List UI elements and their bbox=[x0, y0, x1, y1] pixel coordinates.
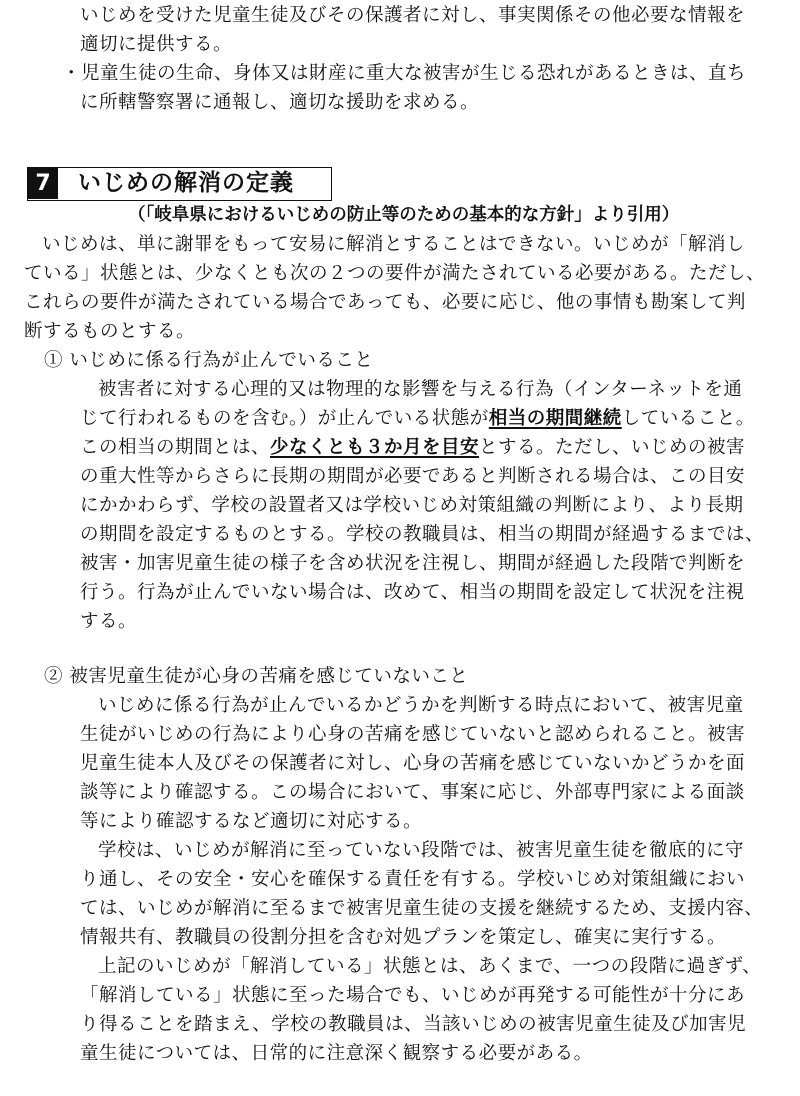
requirement1-line2 bbox=[80, 407, 755, 431]
resolved-state-line2: 「解消している」状態に至った場合でも、いじめが再発する可能性が十分にあ bbox=[80, 985, 746, 1006]
requirement1-heading: ① いじめに係る行為が止んでいること bbox=[44, 350, 374, 371]
intro-line4: 断するものとする。 bbox=[24, 321, 196, 342]
requirement1-line3-end: とする。ただし、いじめの被害 bbox=[479, 437, 746, 458]
emphasis-three-months: 少なくとも３か月を目安 bbox=[270, 437, 480, 458]
requirement2-line2: 生徒がいじめの行為により心身の苦痛を感じていないと認められること。被害 bbox=[80, 724, 746, 745]
resolved-state-line3: り得ることを踏まえ、学校の教職員は、当該いじめの被害児童生徒及び加害児 bbox=[80, 1014, 747, 1035]
requirement1-line5: にかかわらず、学校の設置者又は学校いじめ対策組織の判断により、より長期 bbox=[80, 495, 744, 516]
requirement2-line1: いじめに係る行為が止んでいるかどうかを判断する時点において、被害児童 bbox=[98, 695, 744, 716]
section-source-citation: （「岐阜県におけるいじめの防止等のための基本的な方針」より引用） bbox=[128, 205, 680, 225]
bullet1-continuation-line2: 適切に提供する。 bbox=[80, 34, 233, 55]
requirement1-line2-text: じて行われるものを含む。）が止んでいる状態が bbox=[80, 408, 489, 429]
requirement1-line1: 被害者に対する心理的又は物理的な影響を与える行為（インターネットを通 bbox=[98, 379, 743, 400]
requirement1-line8: 行う。行為が止んでいない場合は、改めて、相当の期間を設定して状況を注視 bbox=[80, 582, 745, 603]
section-heading bbox=[27, 167, 332, 201]
requirement2-line3: 児童生徒本人及びその保護者に対し、心身の苦痛を感じていないかどうかを面 bbox=[80, 753, 746, 774]
bullet2-line2: に所轄警察署に通報し、適切な援助を求める。 bbox=[80, 92, 480, 113]
requirement1-line3-text: この相当の期間とは、 bbox=[80, 437, 271, 458]
requirement1-line3 bbox=[80, 436, 745, 460]
requirement1-line6: の期間を設定するものとする。学校の教職員は、相当の期間が経過するまでは、 bbox=[80, 524, 765, 545]
section-number-badge: 7 bbox=[28, 168, 58, 199]
requirement1-line7: 被害・加害児童生徒の様子を含め状況を注視し、期間が経過した段階で判断を bbox=[80, 553, 746, 574]
resolved-state-line4: 童生徒については、日常的に注意深く観察する必要がある。 bbox=[80, 1043, 593, 1064]
resolved-state-line1: 上記のいじめが「解消している」状態とは、あくまで、一つの段階に過ぎず、 bbox=[98, 956, 762, 977]
requirement2-line5: 等により確認するなど適切に対応する。 bbox=[80, 811, 423, 832]
school-responsibility-line3: ては、いじめが解消に至るまで被害児童生徒の支援を継続するため、支援内容、 bbox=[80, 898, 764, 919]
requirement1-line2-end: していること。 bbox=[621, 408, 755, 429]
intro-line1: いじめは、単に謝罪をもって安易に解消とすることはできない。いじめが「解消し bbox=[42, 234, 746, 255]
requirement2-heading: ② 被害児童生徒が心身の苦痛を感じていないこと bbox=[44, 666, 469, 687]
bullet2-line1: ・児童生徒の生命、身体又は財産に重大な被害が生じる恐れがあるときは、直ち bbox=[62, 63, 747, 84]
school-responsibility-line2: り通し、その安全・安心を確保する責任を有する。学校いじめ対策組織におい bbox=[80, 869, 746, 890]
section-title: いじめの解消の定義 bbox=[78, 170, 294, 196]
requirement1-line4: の重大性等からさらに長期の期間が必要であると判断される場合は、この目安 bbox=[80, 466, 746, 487]
bullet1-continuation-line1: いじめを受けた児童生徒及びその保護者に対し、事実関係その他必要な情報を bbox=[80, 5, 746, 26]
emphasis-considerable-period: 相当の期間継続 bbox=[488, 408, 622, 429]
intro-line2: ている」状態とは、少なくとも次の２つの要件が満たされている必要がある。ただし、 bbox=[24, 263, 766, 284]
requirement2-line4: 談等により確認する。この場合において、事案に応じ、外部専門家による面談 bbox=[80, 782, 745, 803]
school-responsibility-line1: 学校は、いじめが解消に至っていない段階では、被害児童生徒を徹底的に守 bbox=[98, 840, 745, 861]
school-responsibility-line4: 情報共有、教職員の役割分担を含む対処プランを策定し、確実に実行する。 bbox=[80, 927, 727, 948]
intro-line3: これらの要件が満たされている場合であっても、必要に応じ、他の事情も勘案して判 bbox=[24, 292, 746, 313]
requirement1-line9: する。 bbox=[80, 611, 138, 632]
